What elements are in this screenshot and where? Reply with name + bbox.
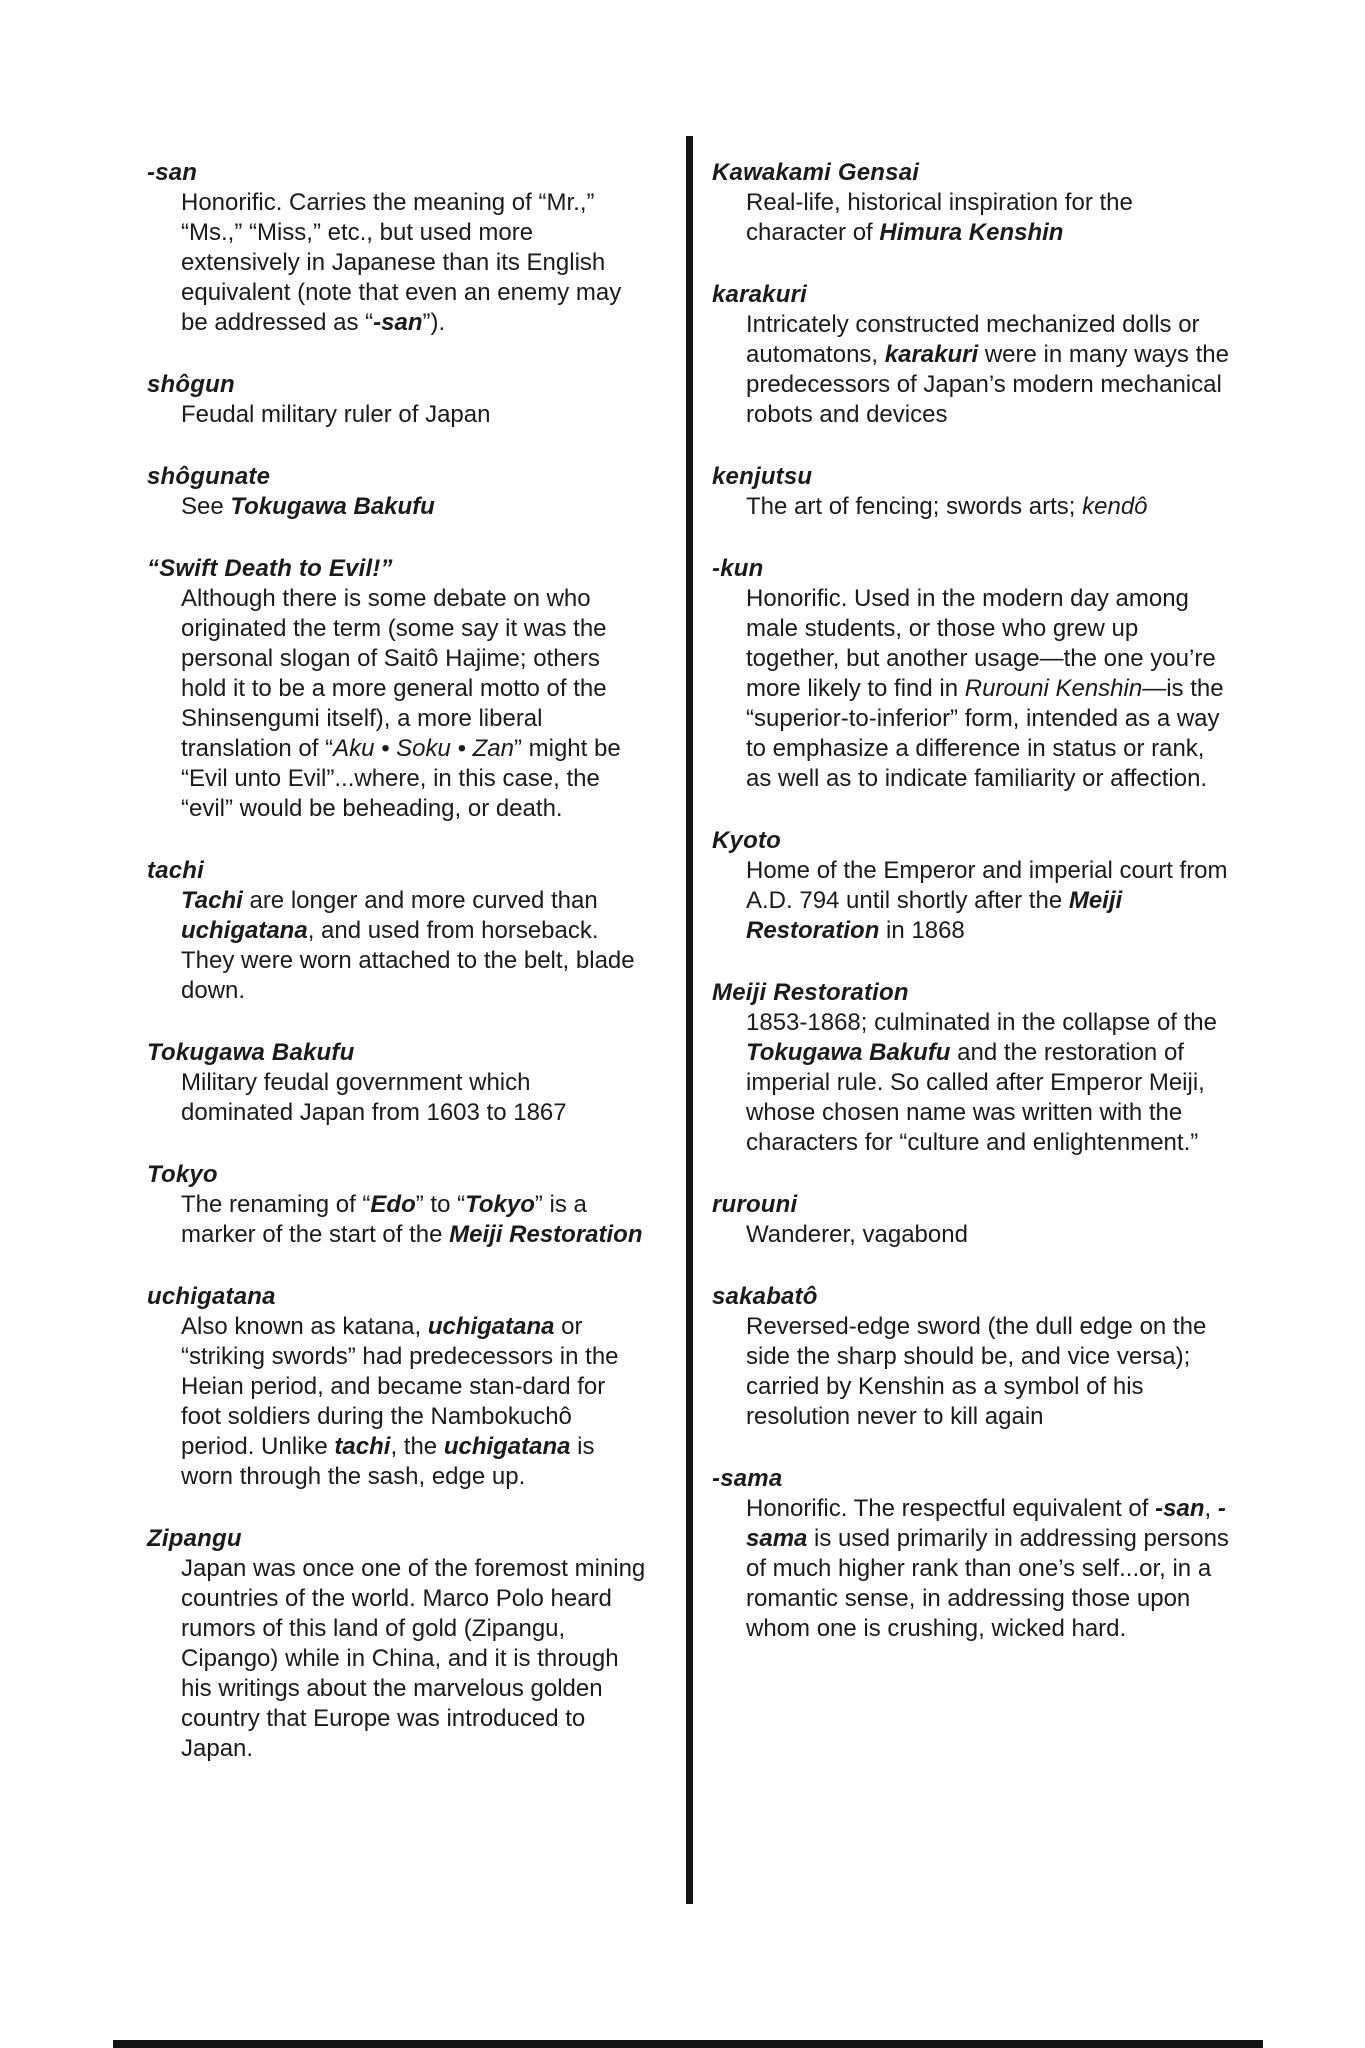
definition-segment: Honorific. Used in the modern day among male students, or those who grew up together, but another usage—the one you’re more likely to find in: [746, 585, 1216, 702]
glossary-term: shôgunate: [147, 463, 271, 490]
glossary-entry: [712, 280, 1230, 430]
glossary-term: karakuri: [712, 281, 807, 308]
glossary-term: sakabatô: [712, 1283, 818, 1310]
definition-segment: were in many ways the predecessors of Japan’s modern mechanical robots and devices: [746, 341, 1229, 428]
definition-segment: Aku • Soku • Zan: [333, 735, 514, 762]
definition-segment: is worn through the sash, edge up.: [181, 1433, 595, 1490]
glossary-entry: [147, 1038, 647, 1128]
glossary-term: “Swift Death to Evil!”: [147, 555, 393, 582]
definition-segment: in 1868: [879, 917, 965, 944]
definition-segment: Honorific. Carries the meaning of “Mr.,” “Ms.,” “Miss,” etc., but used more extensively in Japanese than its English equivalent (note that even an enemy may be addressed as “: [181, 189, 622, 336]
definition-segment: Home of the Emperor and imperial court from A.D. 794 until shortly after the: [746, 857, 1228, 914]
glossary-definition: [712, 310, 1230, 430]
definition-segment: -sama: [746, 1495, 1226, 1552]
definition-segment: The renaming of “: [181, 1191, 371, 1218]
definition-segment: Military feudal government which dominated Japan from 1603 to 1867: [181, 1069, 567, 1126]
definition-segment: is used primarily in addressing persons of much higher rank than one’s self...or, in a romantic sense, in addressing those upon whom one is crushing, wicked hard.: [746, 1525, 1229, 1642]
definition-segment: -san: [1155, 1495, 1205, 1522]
glossary-term: shôgun: [147, 371, 235, 398]
definition-segment: ,: [1204, 1495, 1218, 1522]
glossary-term: -sama: [712, 1465, 783, 1492]
definition-segment: ”).: [422, 309, 446, 336]
glossary-entry: [147, 158, 647, 338]
definition-segment: See: [181, 493, 231, 520]
definition-segment: —is the “superior-to-inferior” form, intended as a way to emphasize a difference in status or rank, as well as to indicate familiarity or affection.: [746, 675, 1224, 792]
definition-segment: Meiji Restoration: [746, 887, 1123, 944]
definition-segment: Although there is some debate on who originated the term (some say it was the personal slogan of Saitô Hajime; others hold it to be a more general motto of the Shinsengumi itself), a more liberal translation of “: [181, 585, 607, 762]
definition-segment: 1853-1868; culminated in the collapse of the: [746, 1009, 1217, 1036]
glossary-entry: [147, 462, 647, 522]
glossary-entry: [147, 856, 647, 1006]
glossary-term: Kyoto: [712, 827, 781, 854]
definition-segment: , the: [390, 1433, 444, 1460]
glossary-definition: [147, 188, 647, 338]
definition-segment: Wanderer, vagabond: [746, 1221, 968, 1248]
definition-segment: , and used from horseback. They were worn attached to the belt, blade down.: [181, 917, 635, 1004]
definition-segment: and the restoration of imperial rule. So called after Emperor Meiji, whose chosen name was written with the characters for “culture and enlightenment.”: [746, 1039, 1205, 1156]
definition-segment: ” is a marker of the start of the: [181, 1191, 587, 1248]
definition-segment: Rurouni Kenshin: [964, 675, 1143, 702]
definition-segment: Also known as katana,: [181, 1313, 428, 1340]
definition-segment: Tokyo: [465, 1191, 535, 1218]
glossary-entry: [147, 1160, 647, 1250]
glossary-entry: [712, 826, 1230, 946]
glossary-entry: [147, 370, 647, 430]
glossary-entry: [147, 554, 647, 824]
glossary-term: kenjutsu: [712, 463, 813, 490]
definition-segment: tachi: [334, 1433, 391, 1460]
definition-segment: Honorific. The respectful equivalent of: [746, 1495, 1156, 1522]
glossary-definition: [712, 1494, 1230, 1644]
definition-segment: The art of fencing; swords arts;: [746, 493, 1083, 520]
definition-segment: Intricately constructed mechanized dolls or automatons,: [746, 311, 1200, 368]
definition-segment: Real-life, historical inspiration for the character of: [746, 189, 1133, 246]
glossary-term: Kawakami Gensai: [712, 159, 920, 186]
glossary-definition: [147, 1312, 647, 1492]
glossary-definition: [712, 584, 1230, 794]
glossary-right-column: [712, 158, 1230, 1676]
glossary-definition: [712, 1008, 1230, 1158]
definition-segment: uchigatana: [427, 1313, 555, 1340]
glossary-left-column: [147, 158, 647, 1796]
definition-segment: Feudal military ruler of Japan: [181, 401, 491, 428]
glossary-entry: [712, 1190, 1230, 1250]
glossary-definition: [147, 400, 647, 430]
definition-segment: are longer and more curved than: [242, 887, 598, 914]
glossary-term: Tokugawa Bakufu: [147, 1039, 355, 1066]
glossary-entry: [147, 1524, 647, 1764]
glossary-term: rurouni: [712, 1191, 798, 1218]
definition-segment: ” to “: [415, 1191, 466, 1218]
glossary-term: -kun: [712, 555, 764, 582]
glossary-definition: [147, 584, 647, 824]
definition-segment: uchigatana: [443, 1433, 571, 1460]
bottom-page-rule: [113, 2040, 1263, 2048]
definition-segment: Japan was once one of the foremost mining countries of the world. Marco Polo heard rumors of this land of gold (Zipangu, Cipango) while in China, and it is through his writings about the marvelous golden country that Europe was introduced to Japan.: [181, 1555, 646, 1762]
definition-segment: uchigatana: [181, 917, 308, 944]
definition-segment: -san: [373, 309, 423, 336]
glossary-term: uchigatana: [147, 1283, 276, 1310]
column-divider-rule: [686, 136, 693, 1904]
glossary-definition: [147, 1554, 647, 1764]
definition-segment: Tachi: [181, 887, 243, 914]
glossary-term: Meiji Restoration: [712, 979, 909, 1006]
glossary-term: tachi: [147, 857, 205, 884]
glossary-definition: [712, 1220, 1230, 1250]
glossary-definition: [147, 886, 647, 1006]
glossary-definition: [712, 188, 1230, 248]
definition-segment: Tokugawa Bakufu: [746, 1039, 951, 1066]
glossary-definition: [712, 1312, 1230, 1432]
glossary-definition: [147, 492, 647, 522]
definition-segment: Reversed-edge sword (the dull edge on the side the sharp should be, and vice versa); carried by Kenshin as a symbol of his resolution never to kill again: [746, 1313, 1207, 1430]
glossary-term: Zipangu: [147, 1525, 242, 1552]
definition-segment: Meiji Restoration: [449, 1221, 643, 1248]
glossary-entry: [712, 158, 1230, 248]
glossary-entry: [712, 462, 1230, 522]
definition-segment: kendô: [1082, 493, 1148, 520]
definition-segment: or “striking swords” had predecessors in the Heian period, and became stan-dard for foot soldiers during the Nambokuchô period. Unlike: [181, 1313, 619, 1460]
definition-segment: Tokugawa Bakufu: [230, 493, 435, 520]
glossary-entry: [712, 1464, 1230, 1644]
glossary-term: -san: [147, 159, 198, 186]
glossary-entry: [712, 978, 1230, 1158]
glossary-entry: [147, 1282, 647, 1492]
glossary-definition: [147, 1068, 647, 1128]
glossary-entry: [712, 554, 1230, 794]
definition-segment: karakuri: [884, 341, 979, 368]
definition-segment: Edo: [370, 1191, 416, 1218]
glossary-definition: [712, 856, 1230, 946]
glossary-definition: [147, 1190, 647, 1250]
glossary-entry: [712, 1282, 1230, 1432]
glossary-term: Tokyo: [147, 1161, 218, 1188]
glossary-definition: [712, 492, 1230, 522]
definition-segment: Himura Kenshin: [879, 219, 1064, 246]
definition-segment: ” might be “Evil unto Evil”...where, in this case, the “evil” would be beheading, or death.: [181, 735, 621, 822]
